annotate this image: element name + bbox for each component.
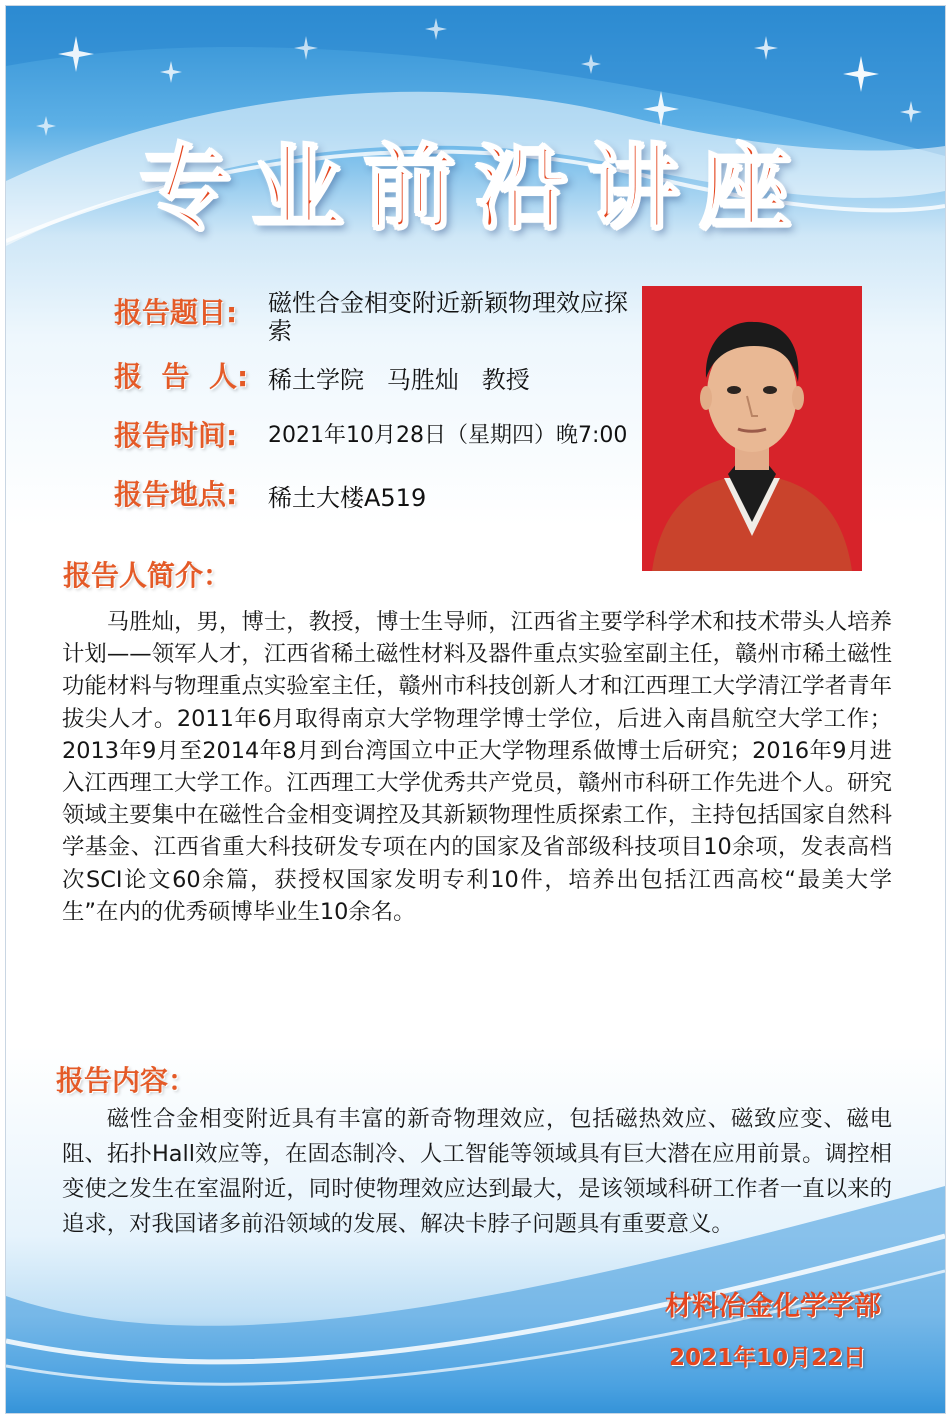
poster-title: 专业前沿讲座: [139, 135, 812, 242]
issue-date: 2021年10月22日: [668, 1345, 866, 1371]
topic-value: 磁性合金相变附近新颖物理效应探索: [268, 289, 628, 345]
time-value: 2021年10月28日（星期四）晚7:00: [268, 423, 628, 448]
bio-paragraph: 马胜灿，男，博士，教授，博士生导师，江西省主要学科学术和技术带头人培养计划——领军人才，江西省稀土磁性材料及器件重点实验室副主任，赣州市稀土磁性功能材料与物理重点实验室主任，赣州市科技创新人才和江西理工大学清江学者青年拔尖人才。2011年6月取得南京大学物理学博士学位，后进入南昌航空大学工作；2013年9月至2014年8月到台湾国立中正大学物理系做博士后研究；2016年9月进入江西理工大学工作。江西理工大学优秀共产党员，赣州市科研工作先进个人。研究领域主要集中在磁性合金相变调控及其新颖物理性质探索工作，主持包括国家自然科学基金、江西省重大科技研发专项在内的国家及省部级科技项目10余项，发表高档次SCI论文60余篇，获授权国家发明专利10件，培养出包括江西高校“最美大学生”在内的优秀硕博毕业生10余名。: [62, 609, 892, 925]
speaker-label: 报 告 人:: [114, 360, 249, 393]
topic-label: 报告题目:: [114, 296, 238, 329]
speaker-portrait-icon: [642, 286, 862, 571]
speaker-value: 稀土学院 马胜灿 教授: [268, 366, 530, 394]
department-signature: 材料冶金化学学部: [665, 1291, 881, 1322]
content-paragraph: 磁性合金相变附近具有丰富的新奇物理效应，包括磁热效应、磁致应变、磁电阻、拓扑Hall效应等，在固态制冷、人工智能等领域具有巨大潜在应用前景。调控相变使之发生在室温附近，同时使物理效应达到最大，是该领域科研工作者一直以来的追求，对我国诸多前沿领域的发展、解决卡脖子问题具有重要意义。: [62, 1106, 892, 1237]
place-value: 稀土大楼A519: [268, 484, 427, 512]
time-label: 报告时间:: [114, 419, 238, 452]
poster: [5, 5, 946, 1414]
speaker-photo: [642, 286, 862, 571]
place-label: 报告地点:: [114, 478, 238, 511]
content-heading: 报告内容：: [56, 1064, 197, 1097]
bio-heading: 报告人简介：: [63, 559, 232, 592]
